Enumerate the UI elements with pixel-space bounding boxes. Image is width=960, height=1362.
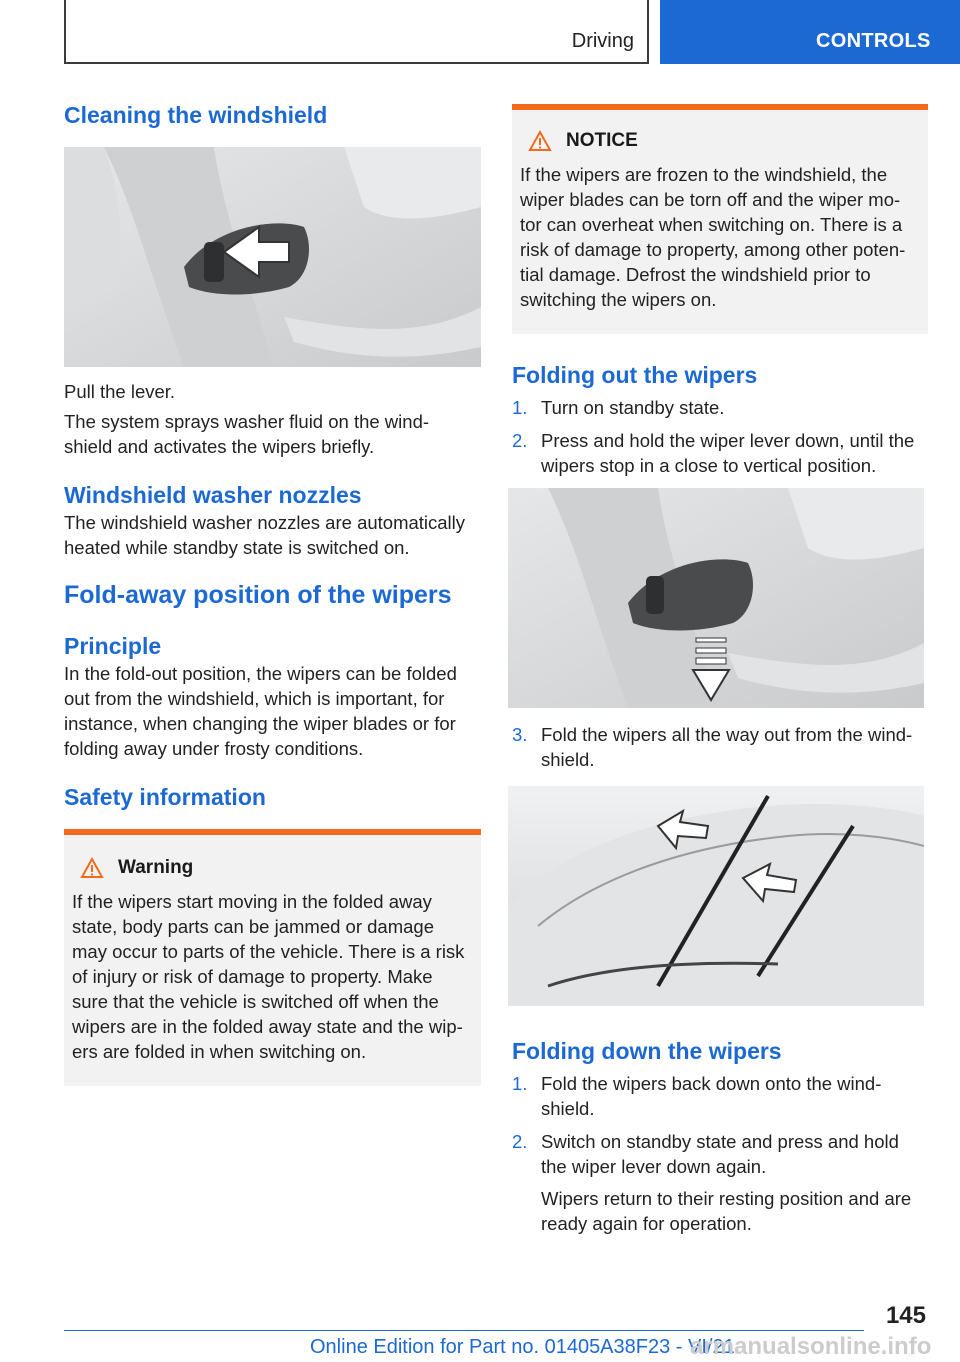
watermark: armanualsonline.info xyxy=(690,1333,932,1360)
warning-text: If the wipers start moving in the folded away state, body parts can be jammed or damage may occur to parts of the vehicle. There is a risk of injury or risk of damage to property. Make sure that the vehicle is switched off when the wipers are in the folded away state and the wip‐ ers are folded in when switching on. xyxy=(72,891,465,1062)
list-item xyxy=(512,395,928,420)
notice-triangle-icon xyxy=(528,130,552,152)
folddown-steps xyxy=(512,1071,928,1179)
step-number: 3. xyxy=(512,724,528,745)
header-rule-right xyxy=(647,0,649,64)
list-item xyxy=(512,1071,928,1121)
header-section: Driving xyxy=(571,30,634,52)
list-item xyxy=(512,428,928,478)
principle-heading: Principle xyxy=(64,633,162,659)
step-text: Press and hold the wiper lever down, until the wipers stop in a close to vertical position. xyxy=(541,430,915,476)
notice-title: NOTICE xyxy=(566,130,638,151)
wipers-folded-illustration xyxy=(508,786,924,1006)
cleaning-step-text: Pull the lever. xyxy=(64,381,176,402)
step-number: 1. xyxy=(512,397,528,418)
notice-box xyxy=(512,104,928,334)
header-rule-bottom xyxy=(64,62,649,64)
left-column xyxy=(64,100,481,1086)
step-text: Switch on standby state and press and hold the wiper lever down again. xyxy=(541,1131,899,1177)
list-item xyxy=(512,1129,928,1179)
warning-title: Warning xyxy=(118,857,194,878)
page-number: 145 xyxy=(885,1302,926,1329)
principle-text: In the fold-out position, the wipers can be folded out from the windshield, which is important, for instance, when changing the wiper blades or for folding away under frosty conditions. xyxy=(64,663,457,759)
wipers-folded-icon xyxy=(508,786,924,1006)
step-text: Fold the wipers all the way out from the wind‐ shield. xyxy=(541,724,913,770)
cleaning-heading: Cleaning the windshield xyxy=(64,102,328,128)
nozzles-text: The windshield washer nozzles are automatically heated while standby state is switched on. xyxy=(64,512,466,558)
header-chapter-tab[interactable] xyxy=(660,0,960,64)
folddown-heading: Folding down the wipers xyxy=(512,1038,782,1064)
step-text: Fold the wipers back down onto the wind‐ shield. xyxy=(541,1073,882,1119)
warning-box xyxy=(64,829,481,1086)
lever-pull-icon xyxy=(64,147,481,367)
warning-title-row xyxy=(80,857,473,879)
header-chapter-label: CONTROLS xyxy=(816,30,931,52)
lever-down-illustration xyxy=(508,488,924,708)
warning-triangle-icon xyxy=(80,857,104,879)
edition-info: Online Edition for Part no. 01405A38F23 - VI/21 xyxy=(310,1336,735,1358)
step-number: 2. xyxy=(512,430,528,451)
right-column xyxy=(512,104,928,1236)
folddown-note: Wipers return to their resting position and are ready again for operation. xyxy=(541,1188,912,1234)
list-item xyxy=(512,722,928,772)
nozzles-heading: Windshield washer nozzles xyxy=(64,482,362,508)
safety-heading: Safety information xyxy=(64,784,266,810)
cleaning-description: The system sprays washer fluid on the wind‐ shield and activates the wipers briefly. xyxy=(64,411,430,457)
foldaway-heading: Fold-away position of the wipers xyxy=(64,581,452,609)
step-number: 2. xyxy=(512,1131,528,1152)
step-text: Turn on standby state. xyxy=(541,397,725,418)
header-rule-left xyxy=(64,0,66,64)
foldout-steps xyxy=(512,395,928,478)
foldout-steps-continued xyxy=(512,722,928,772)
notice-title-row xyxy=(528,130,920,152)
footer-rule xyxy=(64,1330,864,1331)
foldout-heading: Folding out the wipers xyxy=(512,362,758,388)
lever-pull-illustration xyxy=(64,147,481,367)
step-number: 1. xyxy=(512,1073,528,1094)
lever-down-icon xyxy=(508,488,924,708)
notice-text: If the wipers are frozen to the windshield, the wiper blades can be torn off and the wiper mo‐ tor can overheat when switching on. There is a risk of damage to property, among other poten‐ tial damage. Defrost the windshield prior to switching the wipers on. xyxy=(520,164,906,310)
